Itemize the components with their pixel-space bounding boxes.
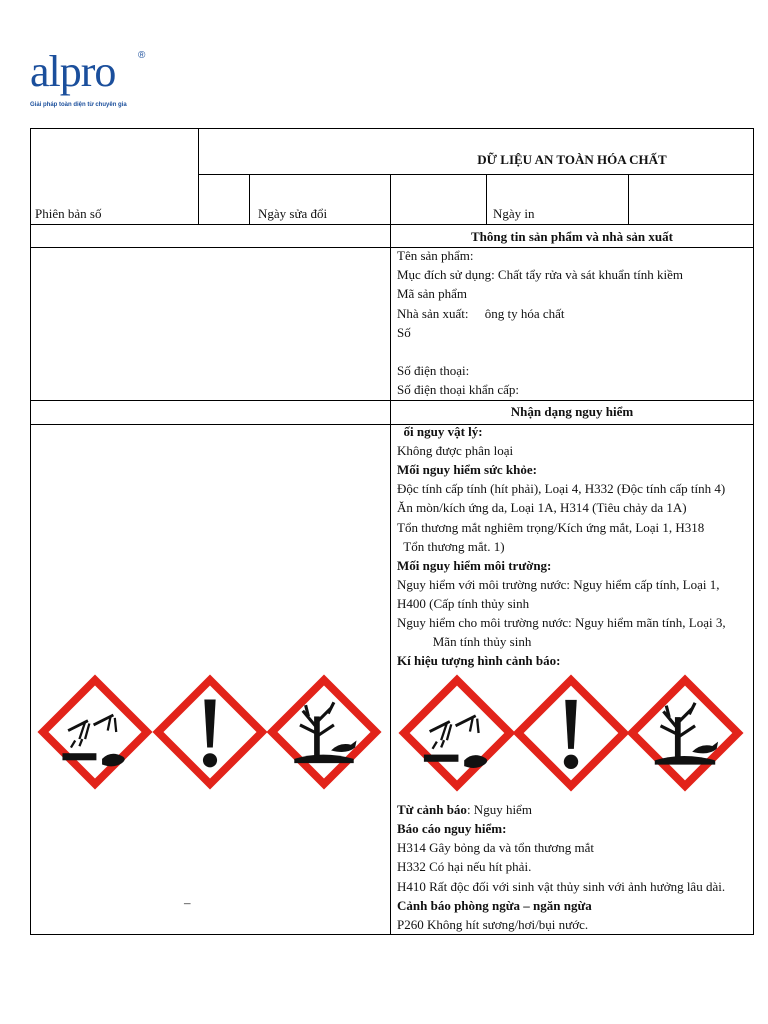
document-title: DỮ LIỆU AN TOÀN HÓA CHẤT bbox=[477, 152, 667, 167]
hazard-section-heading: Nhận dạng nguy hiểm bbox=[510, 404, 634, 419]
signal-word-value: : Nguy hiểm bbox=[466, 802, 532, 817]
print-date-label: Ngày in bbox=[493, 206, 535, 221]
text-line: H400 (Cấp tính thủy sinh bbox=[397, 595, 530, 611]
text-line: Mã sản phẩm bbox=[397, 286, 468, 302]
logo-tagline: Giải pháp toàn diện từ chuyên gia bbox=[30, 102, 127, 108]
environment-hazard-icon bbox=[266, 674, 382, 790]
text-line: Cảnh báo phòng ngừa – ngăn ngừa bbox=[397, 897, 592, 913]
text-line: Nhà sản xuất: ông ty hóa chất bbox=[397, 305, 565, 321]
text-line: Số bbox=[397, 324, 411, 340]
logo-brand: alpro bbox=[30, 47, 116, 96]
text-line: H314 Gây bỏng da và tổn thương mắt bbox=[397, 840, 594, 856]
product-section-heading: Thông tin sản phẩm và nhà sản xuất bbox=[471, 229, 673, 244]
text-line: Nguy hiểm với môi trường nước: Nguy hiểm cấp tính, Loại 1, bbox=[397, 576, 720, 592]
text-line: Mãn tính thủy sinh bbox=[397, 634, 532, 650]
text-line: Mối nguy hiểm sức khỏe: bbox=[397, 462, 537, 478]
exclamation-mark-icon bbox=[512, 674, 630, 792]
text-line: P260 Không hít sương/hơi/bụi nước. bbox=[397, 917, 589, 932]
text-line: Không được phân loại bbox=[397, 443, 514, 459]
text-line: Số điện thoại: bbox=[397, 363, 470, 379]
text-line: Tổn thương mắt. 1) bbox=[397, 538, 505, 554]
text-line: Mục đích sử dụng: Chất tẩy rửa và sát khuẩn tính kiềm bbox=[397, 267, 683, 283]
corrosion-icon bbox=[398, 674, 516, 792]
corrosion-icon bbox=[37, 674, 153, 790]
text-line: ối nguy vật lý: bbox=[397, 424, 483, 439]
registered-mark: ® bbox=[138, 50, 146, 61]
version-label: Phiên bản số bbox=[35, 206, 102, 221]
text-line: Kí hiệu tượng hình cảnh báo: bbox=[397, 653, 561, 669]
text-line: H410 Rất độc đối với sinh vật thủy sinh với ảnh hưởng lâu dài. bbox=[397, 878, 726, 894]
signal-word-line bbox=[397, 800, 532, 819]
left-dash: – bbox=[184, 895, 191, 910]
environment-hazard-icon bbox=[626, 674, 744, 792]
text-line: H332 Có hại nếu hít phải. bbox=[397, 859, 532, 875]
company-logo bbox=[30, 47, 146, 108]
text-line: Tên sản phẩm: bbox=[397, 248, 474, 263]
signal-word-label: Từ cảnh báo bbox=[397, 802, 467, 817]
text-line: Số điện thoại khẩn cấp: bbox=[397, 382, 520, 398]
revision-date-label: Ngày sửa đổi bbox=[258, 206, 328, 221]
text-line: Nguy hiểm cho môi trường nước: Nguy hiểm mãn tính, Loại 3, bbox=[397, 615, 726, 630]
exclamation-mark-icon bbox=[152, 674, 268, 790]
text-line: Độc tính cấp tính (hít phải), Loại 4, H332 (Độc tính cấp tính 4) bbox=[397, 481, 726, 497]
text-line: Ăn mòn/kích ứng da, Loại 1A, H314 (Tiêu chảy da 1A) bbox=[397, 500, 687, 516]
text-line: Mối nguy hiểm môi trường: bbox=[397, 557, 552, 573]
text-line: Tổn thương mắt nghiêm trọng/Kích ứng mắt, Loại 1, H318 bbox=[397, 519, 705, 535]
text-line: Báo cáo nguy hiểm: bbox=[397, 821, 507, 836]
